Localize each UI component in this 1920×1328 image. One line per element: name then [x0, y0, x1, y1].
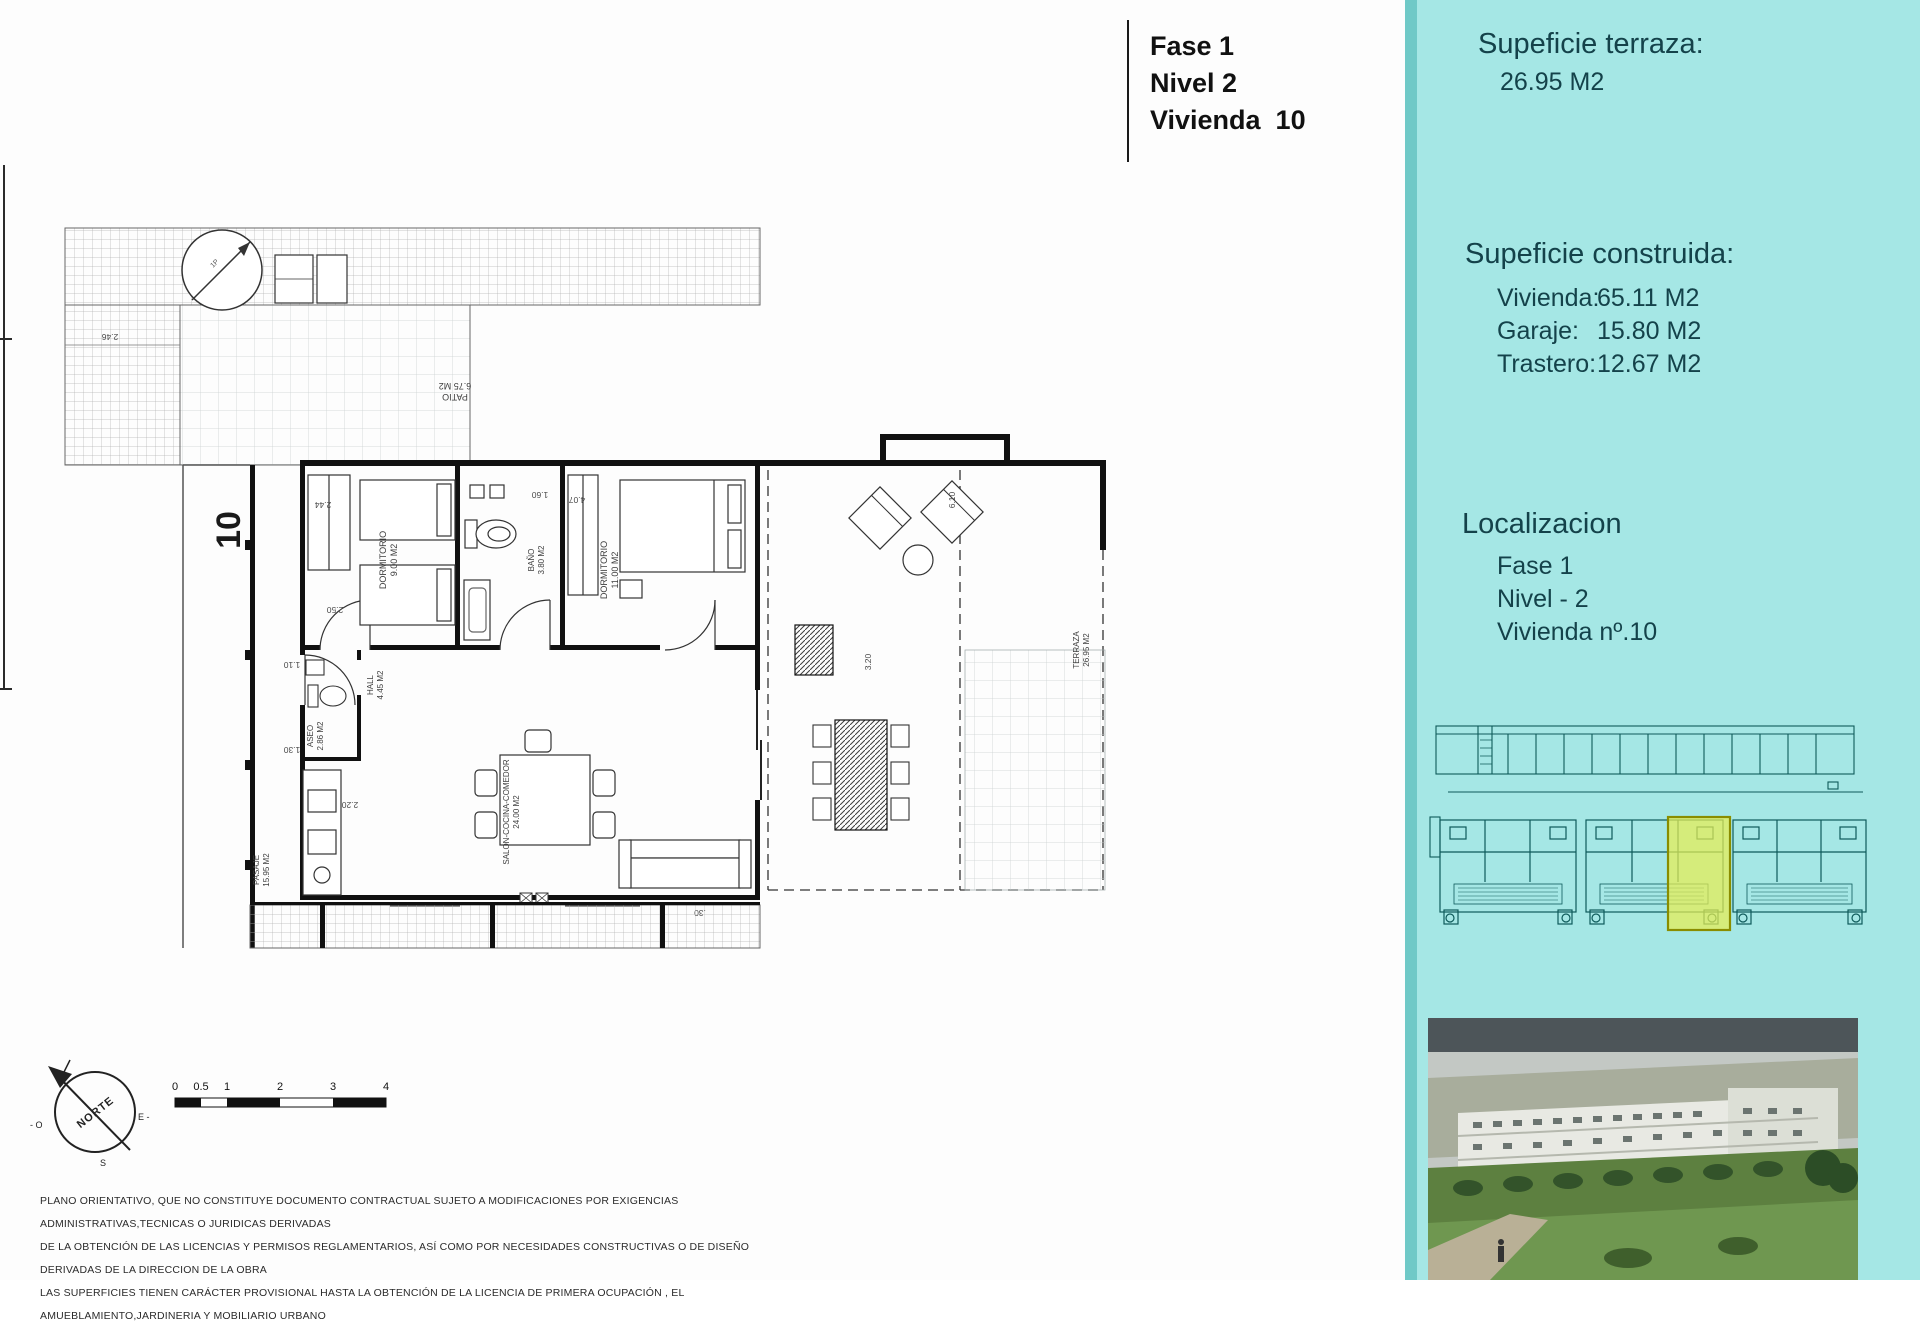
- dim-6-10: 6.10: [947, 491, 957, 509]
- dim-4-07: 4.07: [568, 495, 586, 505]
- svg-text:HALL: HALL: [366, 674, 375, 696]
- building-render-photo: [1428, 1018, 1858, 1280]
- location-lines: Fase 1 Nivel - 2 Vivienda nº.10: [1497, 552, 1658, 646]
- title-nivel: Nivel 2: [1150, 68, 1238, 98]
- disclaimer-line3: LAS SUPERFICIES TIENEN CARÁCTER PROVISIONAL HASTA LA OBTENCIÓN DE LA LICENCIA DE PRIMERA OCUPACIÓN , EL AMUEBLAMIENTO,JARDINERIA Y MOBILIARIO URBANO: [40, 1287, 685, 1322]
- svg-text:6.75 M2: 6.75 M2: [438, 381, 472, 391]
- bathroom: [464, 485, 516, 640]
- hatch-band-bottom: [250, 902, 760, 948]
- pasaje-corridor: [183, 465, 271, 948]
- svg-text:15.95 M2: 15.95 M2: [262, 853, 271, 887]
- svg-text:4.45 M2: 4.45 M2: [376, 670, 385, 700]
- svg-text:3: 3: [329, 1081, 337, 1093]
- svg-text:0.5: 0.5: [193, 1081, 209, 1093]
- floor-plan-drawing: [20, 140, 1150, 970]
- room-label-pasaje: [252, 853, 271, 887]
- dim-1-60: 1.60: [531, 490, 549, 500]
- svg-text:2.86 M2: 2.86 M2: [316, 721, 325, 751]
- svg-text:0: 0: [171, 1081, 179, 1093]
- ramp-label: 1P: [209, 258, 221, 270]
- unit-number: 10: [210, 511, 248, 549]
- built-heading: Supeficie construida:: [1465, 238, 1735, 270]
- dim-2-44: 2.44: [314, 500, 332, 510]
- room-label-patio: [439, 381, 472, 402]
- room-label-bano: [527, 545, 546, 574]
- built-row-trastero: Trastero: 12.67 M2: [1497, 350, 1702, 378]
- site-location-map: [1428, 722, 1868, 937]
- room-label-aseo: [306, 721, 325, 750]
- built-row-vivienda: Vivienda: 65.11 M2: [1497, 284, 1700, 312]
- terrace: [760, 434, 1106, 890]
- svg-text:2: 2: [276, 1081, 284, 1093]
- disclaimer-line2: DE LA OBTENCIÓN DE LAS LICENCIAS Y PERMISOS REGLAMENTARIOS, ASÍ COMO POR NECESIDADES CONSTRUCTIVAS O DE DISEÑO DERIVADAS DE LA DIRECCION DE LA OBRA: [40, 1241, 750, 1276]
- terrace-heading: Supeficie terraza:: [1478, 28, 1704, 60]
- svg-text:26.95 M2: 26.95 M2: [1082, 633, 1091, 667]
- dim-1-30: 1.30: [283, 745, 301, 755]
- location-heading: Localizacion: [1462, 508, 1622, 540]
- svg-text:4: 4: [382, 1081, 390, 1093]
- svg-text:24.00 M2: 24.00 M2: [512, 795, 521, 829]
- room-label-terraza: [1072, 631, 1091, 669]
- drawing-border-line: [3, 165, 5, 690]
- compass-and-scale: [20, 1040, 440, 1180]
- sidebar-edge: [1405, 0, 1417, 1280]
- disclaimer-line1: PLANO ORIENTATIVO, QUE NO CONSTITUYE DOCUMENTO CONTRACTUAL SUJETO A MODIFICACIONES POR EXIGENCIAS ADMINISTRATIVAS,TECNICAS O JURIDICAS DERIVADAS: [40, 1195, 679, 1230]
- svg-text:PASAJE: PASAJE: [252, 854, 261, 886]
- built-row-garaje: Garaje: 15.80 M2: [1497, 317, 1702, 345]
- aseo: [306, 660, 346, 707]
- svg-text:11.00 M2: 11.00 M2: [610, 551, 620, 589]
- north-label: NORTE: [74, 1094, 117, 1131]
- title-block: [1150, 28, 1306, 139]
- dim-1-10: 1.10: [283, 660, 301, 670]
- svg-text:DORMITORIO: DORMITORIO: [599, 540, 609, 600]
- highlighted-unit: [1668, 817, 1730, 930]
- sliding-door: [757, 690, 761, 800]
- kitchen-counter: [303, 770, 341, 895]
- disclaimer-text: [40, 1190, 800, 1328]
- scale-bar: [172, 1081, 389, 1107]
- svg-text:SALON-COCINA-COMEDOR: SALON-COCINA-COMEDOR: [502, 759, 511, 865]
- cluster-c: [1733, 820, 1866, 924]
- built-rows: [1497, 282, 1701, 381]
- svg-text:PATIO: PATIO: [442, 392, 468, 402]
- svg-text:TERRAZA: TERRAZA: [1072, 631, 1081, 669]
- border-tick: [0, 338, 12, 340]
- cluster-a: [1440, 820, 1576, 924]
- bedroom2: [568, 475, 745, 598]
- svg-text:9.00 M2: 9.00 M2: [389, 543, 399, 577]
- south-label: S: [100, 1158, 107, 1168]
- svg-text:3.80 M2: 3.80 M2: [537, 545, 546, 575]
- room-label-dormitorio2: [599, 541, 620, 599]
- svg-text:ASEO: ASEO: [306, 724, 315, 748]
- north-arrow-icon: [30, 1060, 150, 1168]
- dim-2-46: 2.46: [101, 332, 119, 342]
- west-label: - O: [30, 1120, 43, 1130]
- svg-text:1: 1: [223, 1081, 231, 1093]
- room-label-hall: [366, 670, 385, 699]
- info-sidebar: [1405, 0, 1920, 1280]
- east-label: E -: [138, 1112, 150, 1122]
- svg-text:BAÑO: BAÑO: [527, 548, 536, 572]
- title-vivienda: Vivienda 10: [1150, 105, 1306, 135]
- terrace-value: 26.95 M2: [1500, 68, 1605, 96]
- border-tick: [0, 688, 12, 690]
- dim-2-50: 2.50: [326, 605, 344, 615]
- title-fase: Fase 1: [1150, 31, 1235, 61]
- dim-3-20: 3.20: [863, 653, 873, 671]
- svg-text:DORMITORIO: DORMITORIO: [378, 530, 388, 590]
- dim-2-20: 2.20: [341, 800, 359, 810]
